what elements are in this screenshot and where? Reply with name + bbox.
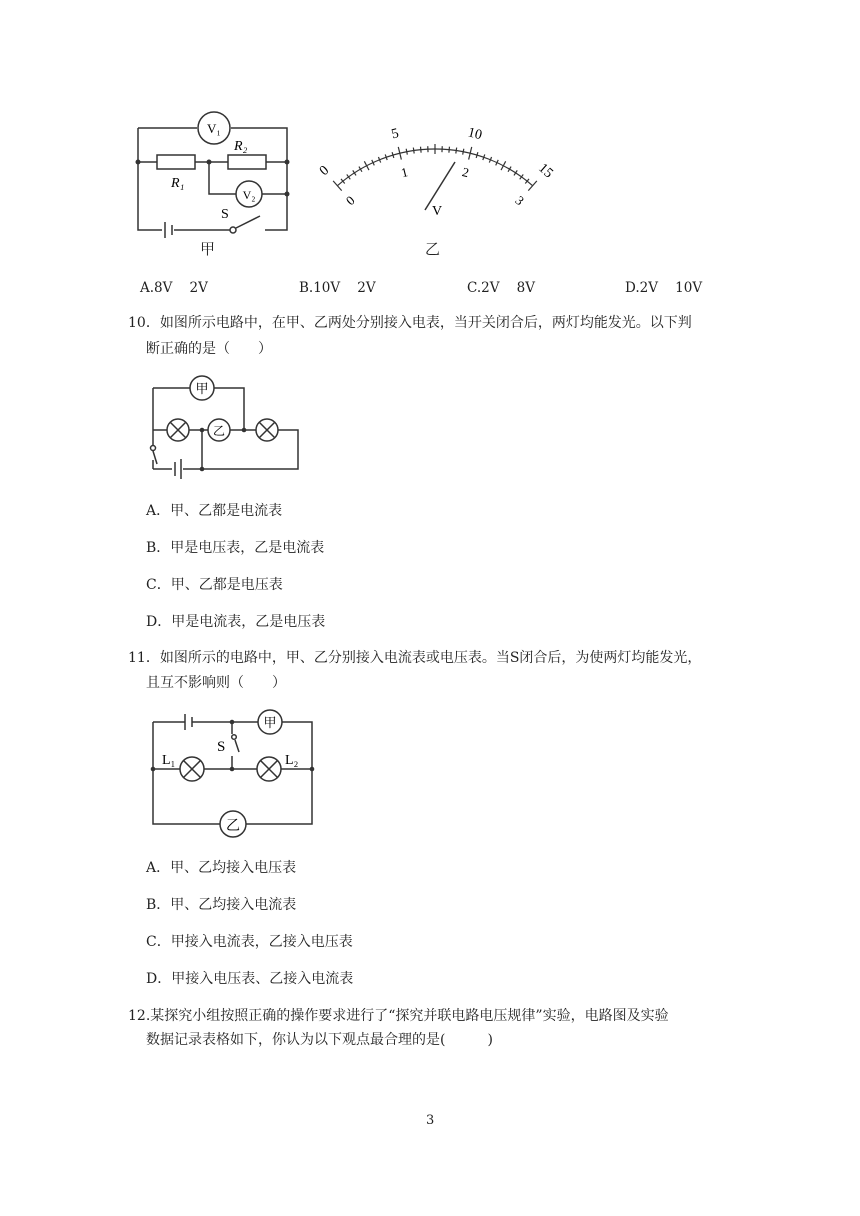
q11-l1-label: L₁ [162,753,176,768]
dial-tick [421,147,422,153]
dial-arc [337,149,532,186]
dial-tick [406,149,407,155]
q10-option-b[interactable]: B．甲是电压表，乙是电流表 [146,540,325,556]
dial-tick [528,181,537,191]
q10-option-d[interactable]: D．甲是电流表，乙是电压表 [146,614,326,630]
q11-circuit-figure [140,706,330,836]
q10-stem-line2: 断正确的是（ ） [146,341,272,357]
dial-tick [449,147,450,153]
dial-outer-scale-label: 15 [535,160,556,182]
dial-tick [501,161,506,170]
dial-tick [514,170,517,175]
q10-meter-jia: 甲 [195,381,209,396]
dial-tick [333,181,342,191]
dial-inner-scale-label: 2 [460,164,471,181]
page-number: 3 [426,1113,435,1128]
dial-tick [364,161,369,170]
q9-option-b[interactable]: B.10V 2V [299,280,376,296]
q10-circuit-figure [140,374,310,484]
dial-tick [463,149,464,155]
dial-tick [476,152,478,158]
q10-option-c[interactable]: C．甲、乙都是电压表 [146,577,283,593]
q11-meter-yi: 乙 [226,819,240,834]
q11-stem-line1: 11．如图所示的电路中，甲、乙分别接入电流表或电压表。当S闭合后，为使两灯均能发光， [128,650,702,666]
dial-tick [456,148,457,154]
dial-tick [392,152,394,158]
q10-meter-yi: 乙 [212,424,226,438]
caption-jia: 甲 [200,240,216,258]
q11-meter-jia: 甲 [263,715,277,730]
q10-stem-line1: 10．如图所示电路中，在甲、乙两处分别接入电表，当开关闭合后，两灯均能发光。以下判 [128,315,692,331]
q9-option-c[interactable]: C.2V 8V [467,280,535,296]
q11-l2-label: L₂ [285,753,299,768]
dial-inner-scale-label: 3 [512,192,528,209]
dial-tick [347,174,351,179]
dial-tick [520,174,524,179]
meter-unit: V [432,204,443,219]
q11-option-b[interactable]: B．甲、乙均接入电流表 [146,897,297,913]
dial-outer-scale-label: 5 [390,126,401,143]
dial-tick [353,170,356,175]
v2-label: V₂ [242,188,256,202]
r2-label: R₂ [234,139,248,154]
meter-needle [425,162,455,210]
caption-yi: 乙 [425,240,441,258]
q12-stem-line2: 数据记录表格如下，你认为以下观点最合理的是( ) [146,1032,493,1048]
q9-option-d[interactable]: D.2V 10V [625,280,703,296]
dial-outer-scale-label: 0 [316,163,333,180]
r1-label: R₁ [171,176,185,191]
q10-option-a[interactable]: A．甲、乙都是电流表 [146,503,283,519]
q9-option-a[interactable]: A.8V 2V [140,280,208,296]
q11-switch-label: S [217,739,226,755]
dial-outer-scale-label: 10 [466,125,484,144]
q11-option-c[interactable]: C．甲接入电流表，乙接入电压表 [146,934,353,950]
voltmeter-dial-figure [316,122,556,222]
v1-label: V₁ [207,121,221,136]
q12-stem-line1: 12.某探究小组按照正确的操作要求进行了“探究并联电路电压规律”实验，电路图及实验 [128,1008,669,1024]
dial-inner-scale-label: 1 [399,164,410,181]
q11-option-d[interactable]: D．甲接入电压表、乙接入电流表 [146,971,354,987]
switch-label: S [221,207,229,222]
dial-inner-scale-label: 0 [342,192,358,209]
q11-option-a[interactable]: A．甲、乙均接入电压表 [146,860,297,876]
q11-stem-line2: 且互不影响则（ ） [146,675,286,691]
dial-tick [413,148,414,154]
